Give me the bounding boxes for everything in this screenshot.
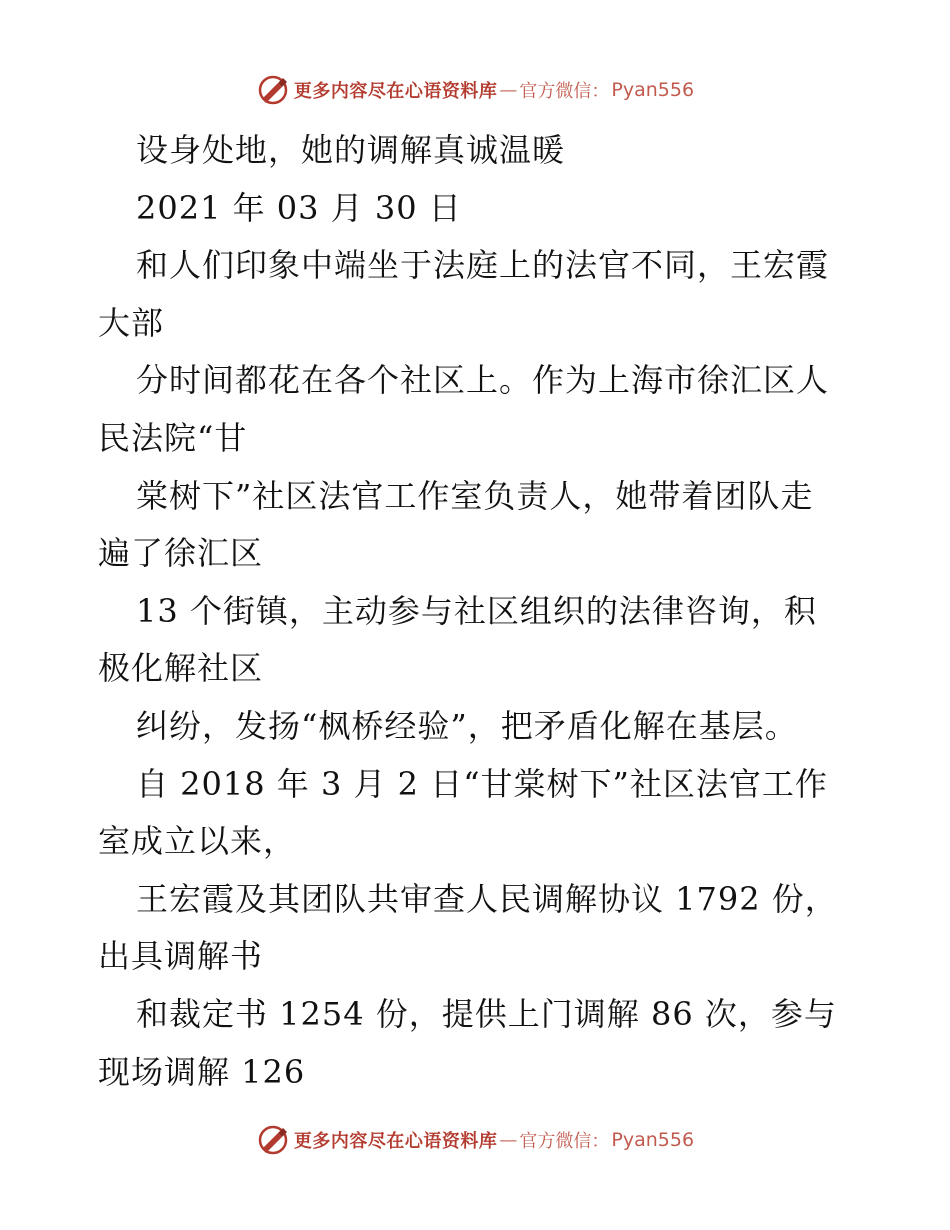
header-wechat-label: 官方微信： [519, 81, 610, 102]
header-site-text: 更多内容尽在心语资料库 [293, 81, 498, 102]
document-body [98, 122, 858, 1101]
text-line: 分时间都花在各个社区上。作为上海市徐汇区人 [136, 361, 830, 400]
text-line: 现场调解 126 [98, 1052, 306, 1091]
text-line: 出具调解书 [98, 937, 264, 976]
footer-wechat-id: Pyan556 [611, 1129, 695, 1151]
footer-site-text: 更多内容尽在心语资料库 [293, 1131, 498, 1152]
text-line: 遍了徐汇区 [98, 534, 264, 573]
text-line: 棠树下”社区法官工作室负责人，她带着团队走 [136, 476, 814, 515]
text-line: 自 2018 年 3 月 2 日“甘棠树下”社区法官工作 [136, 764, 828, 803]
text-line: 设身处地，她的调解真诚温暖 [136, 131, 566, 169]
text-line: 和裁定书 1254 份，提供上门调解 86 次，参与 [136, 994, 837, 1033]
text-line: 纠纷，发扬“枫桥经验”，把矛盾化解在基层。 [136, 706, 798, 745]
text-line: 大部 [98, 303, 165, 342]
footer-wechat-label: 官方微信： [519, 1131, 610, 1152]
text-line: 室成立以来， [98, 822, 297, 861]
text-line: 2021 年 03 月 30 日 [136, 188, 462, 227]
text-line: 民法院“甘 [98, 418, 248, 457]
header-separator: — [499, 79, 518, 101]
text-line: 13 个街镇，主动参与社区组织的法律咨询，积 [136, 591, 817, 630]
header-wechat-id: Pyan556 [611, 79, 695, 101]
text-line: 极化解社区 [98, 649, 264, 688]
pen-logo-icon [256, 73, 290, 107]
header-banner [0, 70, 950, 110]
pen-logo-icon [256, 1123, 290, 1157]
text-line: 王宏霞及其团队共审查人民调解协议 1792 份， [136, 879, 838, 918]
footer-separator: — [499, 1129, 518, 1151]
text-line: 和人们印象中端坐于法庭上的法官不同，王宏霞 [136, 246, 830, 285]
footer-banner [0, 1120, 950, 1160]
